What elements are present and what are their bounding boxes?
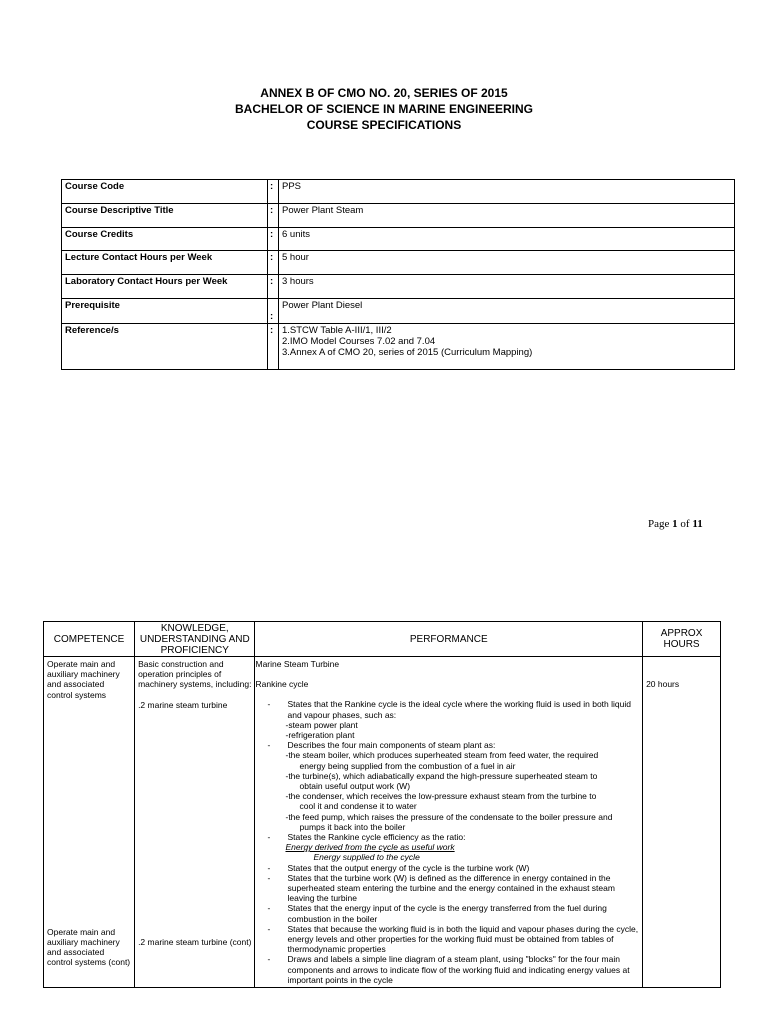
dash: - [267, 872, 271, 883]
performance-item [255, 699, 639, 719]
performance-subitem: -steam power plant [285, 719, 358, 730]
performance-title: Marine Steam Turbine [255, 659, 340, 669]
spec-colon: : [268, 228, 279, 251]
performance-item [255, 954, 639, 985]
performance-item [255, 863, 639, 873]
performance-subitem: -the condenser, which receives the low-pressure exhaust steam from the turbine to [285, 791, 597, 802]
spec-value: 3 hours [279, 275, 735, 299]
item-text: States that the Rankine cycle is the ideal cycle where the working fluid is used in both liquid and vapour phases, such as: [287, 699, 631, 720]
dash: - [267, 832, 271, 843]
document-title: COURSE SPECIFICATIONS [306, 118, 462, 132]
competence-text: Operate main and auxiliary machinery and associated control systems [47, 659, 120, 700]
spec-row-lab-hours [62, 275, 735, 299]
spec-value: 5 hour [279, 251, 735, 275]
spec-label: Prerequisite [62, 299, 268, 324]
performance-cell [255, 657, 643, 988]
spec-label: Course Code [62, 180, 268, 204]
spec-value: PPS [279, 180, 735, 204]
item-text: States that the turbine work (W) is defined as the difference in energy contained in the superheated steam entering the turbine and the energy contained in the exhaust steam leaving the turbine [287, 872, 615, 904]
spec-row-title [62, 204, 735, 228]
performance-item [255, 924, 639, 955]
program-title: BACHELOR OF SCIENCE IN MARINE ENGINEERING [234, 102, 534, 116]
dash: - [267, 903, 271, 914]
performance-subitem-cont: energy being supplied from the combustion of a fuel in air [299, 760, 516, 771]
performance-item [255, 873, 639, 904]
performance-subitem-cont: pumps it back into the boiler [299, 821, 406, 832]
header-hours: APPROX HOURS [643, 622, 721, 657]
knowledge-cell [135, 657, 255, 988]
performance-subitem: -the steam boiler, which produces superheated steam from feed water, the required [285, 750, 599, 761]
performance-item [255, 832, 639, 842]
table-header-row [44, 622, 721, 657]
spec-colon: : [268, 180, 279, 204]
spec-label: Laboratory Contact Hours per Week [62, 275, 268, 299]
annex-title: ANNEX B OF CMO NO. 20, SERIES OF 2015 [260, 86, 508, 100]
competence-cell [44, 657, 135, 988]
spec-value: 6 units [279, 228, 735, 251]
page-total: 11 [692, 518, 703, 530]
item-text: States that because the working fluid is in both the liquid and vapour phases during the cycle, energy levels and other properties for the working fluid must be obtained from tables of thermodynamic properties [287, 923, 639, 955]
spec-row-credits [62, 228, 735, 251]
spec-colon: : [268, 275, 279, 299]
performance-item [255, 903, 639, 923]
item-text: Draws and labels a simple line diagram of a steam plant, using "blocks" for the four main components and arrows to indicate flow of the working fluid and indicating energy values at important points in the cycle [287, 954, 630, 985]
knowledge-item-cont: .2 marine steam turbine (cont) [138, 936, 252, 947]
efficiency-denominator: Energy supplied to the cycle [313, 852, 420, 863]
item-text: Describes the four main components of steam plant as: [287, 740, 496, 751]
spec-label: Lecture Contact Hours per Week [62, 251, 268, 275]
spec-row-lecture-hours [62, 251, 735, 275]
dash: - [267, 954, 271, 965]
dash: - [267, 699, 271, 710]
dash: - [267, 740, 271, 751]
spec-row-references [62, 324, 735, 370]
dash: - [267, 862, 271, 873]
hours-value: 20 hours [646, 679, 680, 689]
spec-value: Power Plant Steam [279, 204, 735, 228]
performance-subitem: -the turbine(s), which adiabatically expand the high-pressure superheated steam to [285, 770, 598, 781]
performance-subitem: -the feed pump, which raises the pressure of the condensate to the boiler pressure and [285, 811, 613, 822]
spec-value: Power Plant Diesel [279, 299, 735, 324]
header-knowledge: KNOWLEDGE, UNDERSTANDING AND PROFICIENCY [135, 622, 255, 657]
table-row [44, 657, 721, 988]
performance-subtitle: Rankine cycle [255, 679, 309, 690]
dash: - [267, 923, 271, 934]
competence-table [43, 621, 721, 988]
item-text: States the Rankine cycle efficiency as the ratio: [287, 832, 466, 843]
performance-subitem: -refrigeration plant [285, 730, 355, 741]
header-competence: COMPETENCE [44, 622, 135, 657]
hours-cell [643, 657, 721, 988]
spec-row-prerequisite [62, 299, 735, 324]
spec-row-course-code [62, 180, 735, 204]
reference-item: 3.Annex A of CMO 20, series of 2015 (Curriculum Mapping) [282, 347, 533, 358]
spec-label: Reference/s [62, 324, 268, 370]
spec-value-references [279, 324, 735, 370]
efficiency-numerator: Energy derived from the cycle as useful work [285, 842, 455, 853]
spec-label: Course Credits [62, 228, 268, 251]
spec-colon [268, 299, 279, 324]
spec-colon: : [268, 204, 279, 228]
page-prefix: Page [648, 518, 673, 530]
performance-subitem-cont: obtain useful output work (W) [299, 781, 411, 792]
spec-label: Course Descriptive Title [62, 204, 268, 228]
performance-item [255, 740, 639, 750]
reference-item: 2.IMO Model Courses 7.02 and 7.04 [282, 336, 436, 347]
item-text: States that the energy input of the cycle is the energy transferred from the fuel during combustion in the boiler [287, 903, 607, 924]
spec-colon: : [268, 251, 279, 275]
spec-colon: : [268, 324, 279, 370]
header-performance: PERFORMANCE [255, 622, 643, 657]
page-number [648, 518, 703, 530]
spec-colon-text: : [270, 311, 274, 322]
page-current: 1 [672, 518, 678, 530]
page-of: of [677, 518, 693, 530]
knowledge-item: .2 marine steam turbine [138, 699, 228, 710]
competence-text-cont: Operate main and auxiliary machinery and associated control systems (cont) [47, 926, 131, 968]
item-text: States that the output energy of the cycle is the turbine work (W) [287, 862, 530, 873]
knowledge-text: Basic construction and operation principles of machinery systems, including: [138, 659, 252, 690]
reference-item: 1.STCW Table A-III/1, III/2 [282, 325, 392, 336]
performance-subitem-cont: cool it and condense it to water [299, 801, 417, 812]
course-spec-table [61, 179, 735, 370]
